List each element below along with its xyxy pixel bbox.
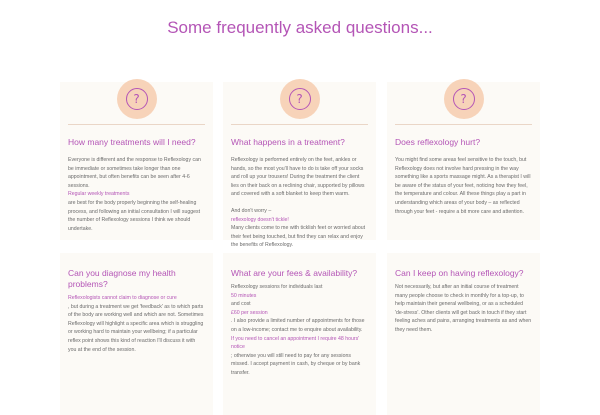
faq-card-hurt: [387, 82, 540, 240]
answer-text: You might find some areas feel sensitive to the touch, but Reflexology does not involve hard pressing in the way something like a sports massage might. As a therapist I will be aware of the status of your feet, noticing how they feel, the temperature and colour. All these things play a part in understanding which areas of your body – as reflected through your feet - require a bit more care and attention.: [395, 157, 531, 215]
answer-text: and cost: [231, 301, 251, 308]
question-circle-icon: ?: [453, 88, 475, 110]
answer-text: , but during a treatment we get 'feedback' as to which parts of the body are working well and which are not. Sometimes Reflexology will highlight a specific area which is struggling or working hard to maintain your wellbeing; if a particular reflex point shows this kind of reaction I'll discuss it with you at the end of the session.: [68, 303, 204, 353]
faq-card-diagnose: [60, 253, 213, 415]
question-icon-badge: [280, 79, 320, 119]
faq-answer: [68, 294, 205, 354]
faq-question: What are your fees & availability?: [231, 268, 358, 278]
faq-answer: [68, 156, 205, 233]
answer-text: ; otherwise you will still need to pay for any sessions missed. I accept payment in cash, by cheque or by bank transfer.: [231, 352, 361, 376]
highlighted-text: Regular weekly treatments: [68, 191, 130, 198]
page-title: Some frequently asked questions...: [167, 18, 433, 37]
divider: [395, 124, 532, 125]
highlighted-text: reflexology doesn't tickle!: [231, 216, 289, 223]
faq-answer: [231, 283, 368, 378]
faq-card-ongoing: [387, 253, 540, 415]
faq-answer: [395, 283, 532, 335]
question-icon-badge: [444, 79, 484, 119]
answer-text: Everyone is different and the response to Reflexology can be immediate or sometimes take longer than one appointment, but often benefits can be seen after 4-6 sessions.: [68, 157, 201, 189]
divider: [68, 124, 205, 125]
answer-text: And don't worry –: [231, 207, 272, 214]
highlighted-text: If you need to cancel an appointment I require 48 hours' notice: [231, 335, 360, 351]
highlighted-text: £60 per session: [231, 309, 268, 316]
answer-text: Reflexology sessions for individuals last: [231, 284, 323, 290]
faq-card-fees: [223, 253, 376, 415]
highlighted-text: 50 minutes: [231, 292, 257, 299]
answer-text: . I also provide a limited number of appointments for those on a low-income; contact me to enquire about availability.: [231, 318, 365, 333]
highlighted-text: Reflexologists cannot claim to diagnose or cure: [68, 295, 177, 301]
answer-text: Reflexology is performed entirely on the feet, ankles or hands, so the most you'll have to do is take off your socks and roll up your trousers! During the treatment the client lies on their back on a reclining chair, supported by pillows and covered with a soft blanket to keep them warm.: [231, 157, 365, 198]
faq-question: What happens in a treatment?: [231, 137, 345, 147]
faq-question: How many treatments will I need?: [68, 137, 196, 147]
question-icon-badge: [117, 79, 157, 119]
faq-answer: [395, 156, 532, 216]
paragraph-gap: [231, 199, 368, 207]
answer-text: Not necessarily, but after an initial course of treatment many people choose to check in monthly for a top-up, to help maintain their general wellbeing, or as a scheduled 'de-stress'. Other clients will get back in touch if they start feeling aches and pains, arranging treatments as and when they need them.: [395, 284, 532, 333]
faq-question: Can you diagnose my health problems?: [68, 268, 176, 289]
answer-text: Many clients come to me with ticklish feet or worried about their feet being touched, but find they can relax and enjoy the benefits of Reflexology.: [231, 225, 366, 249]
question-circle-icon: ?: [289, 88, 311, 110]
divider: [231, 124, 368, 125]
faq-answer: [231, 156, 368, 250]
answer-text: are best for the body properly beginning the self-healing process, and following an initial consultation I will suggest the number of Reflexology sessions I think we should undertake.: [68, 199, 201, 232]
faq-card-treatment-process: [223, 82, 376, 249]
faq-card-treatments: [60, 82, 213, 240]
faq-question: Does reflexology hurt?: [395, 137, 481, 147]
faq-question: Can I keep on having reflexology?: [395, 268, 524, 278]
question-circle-icon: ?: [126, 88, 148, 110]
